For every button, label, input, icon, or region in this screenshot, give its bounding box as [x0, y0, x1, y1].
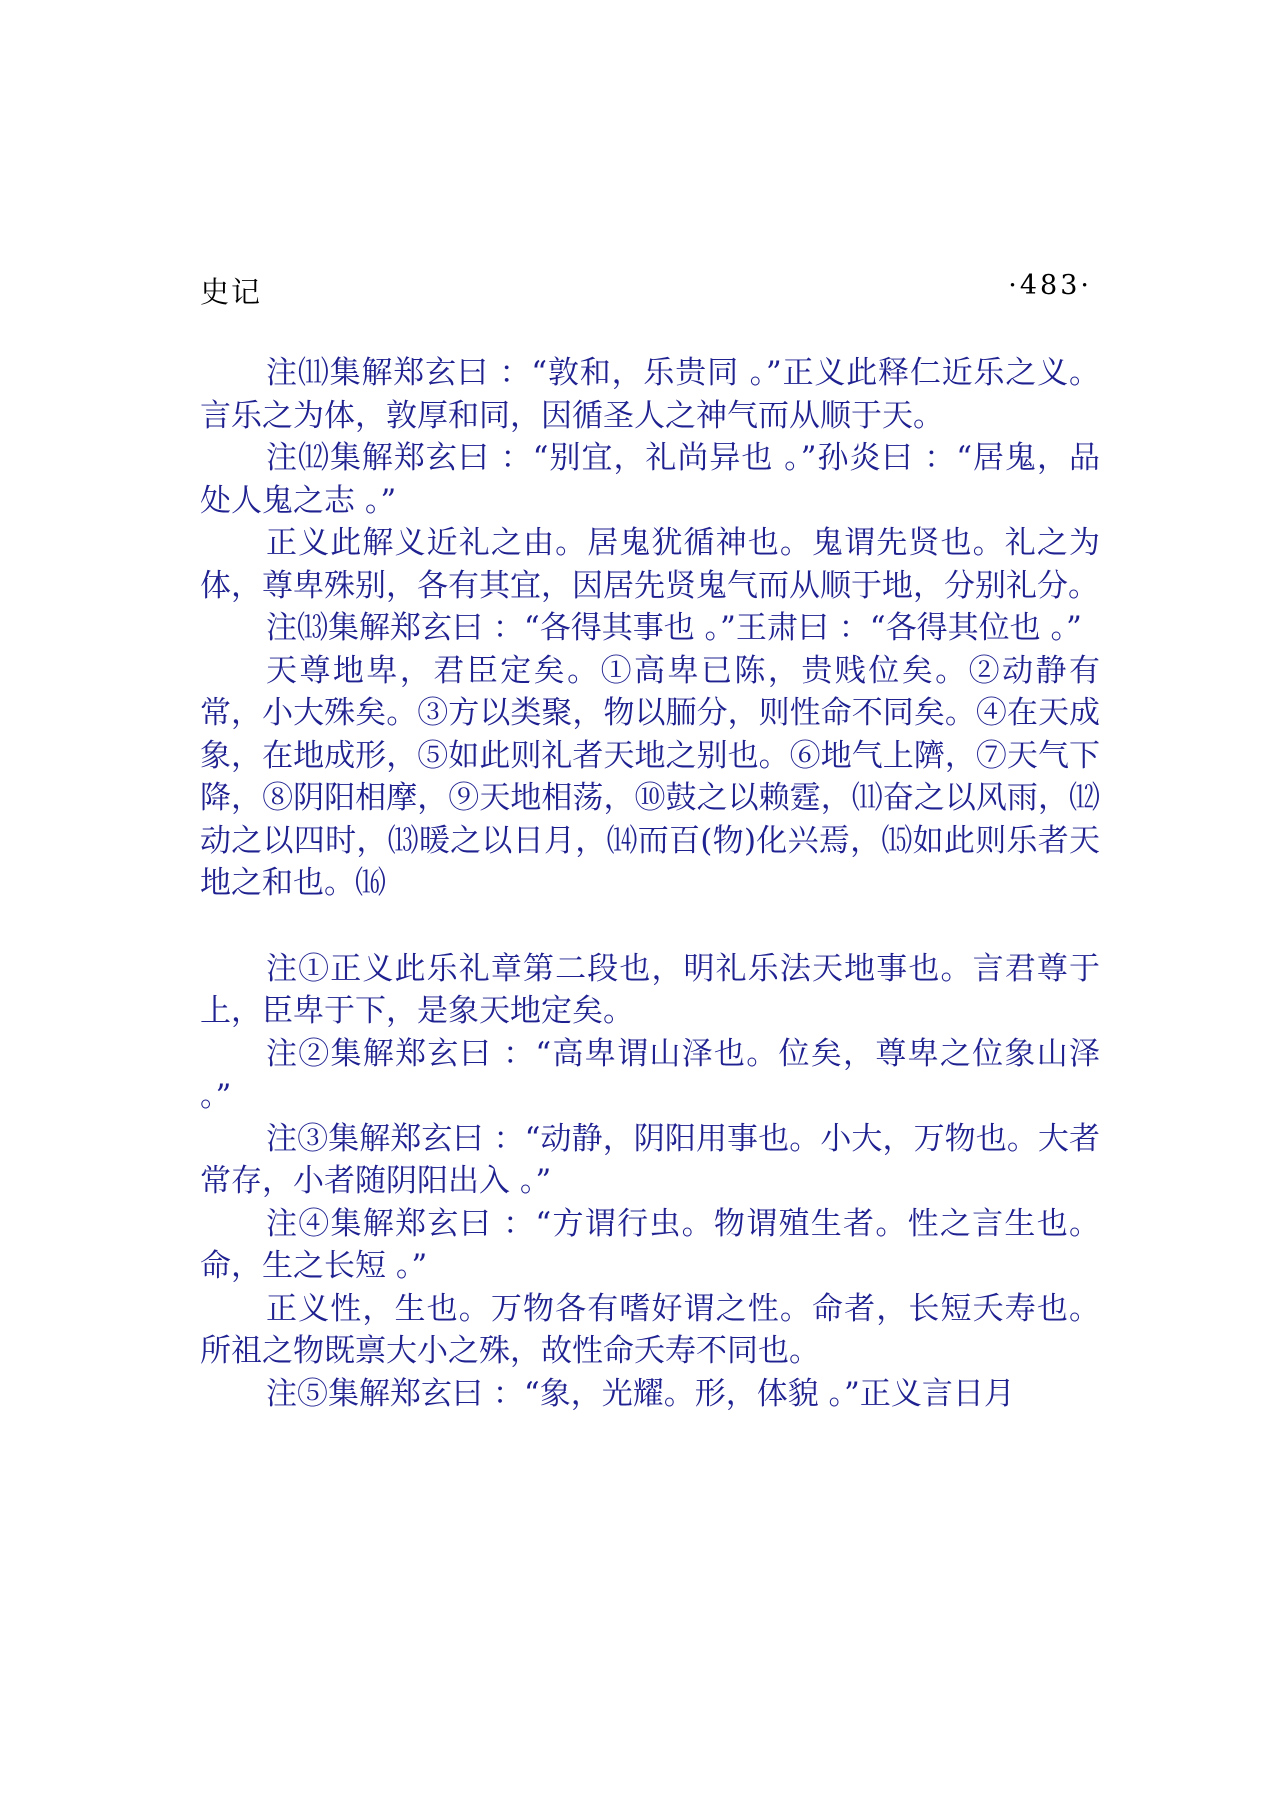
annotation-paragraph: 注⒀集解郑玄曰 ：“各得其事也 。”王肃曰 ：“各得其位也 。” — [266, 610, 1082, 646]
annotation-paragraph: 正义此解义近礼之由。居鬼犹循神也。鬼谓先贤也。礼之为体，尊卑殊别，各有其宜，因居先贤鬼气而从顺于地，分别礼分。 — [200, 525, 1100, 604]
annotation-paragraph: 注⑾集解郑玄曰 ：“敦和，乐贵同 。”正义此释仁近乐之义。言乐之为体，敦厚和同，因循圣人之神气而从顺于天。 — [200, 355, 1100, 434]
book-title: 史记 — [200, 275, 263, 309]
section-gap — [200, 905, 1100, 948]
page-number: ·483· — [1008, 270, 1092, 301]
running-header — [200, 270, 1092, 310]
annotation-paragraph: 注⑿集解郑玄曰 ：“别宜，礼尚异也 。”孙炎曰 ：“居鬼，品处人鬼之志 。” — [200, 440, 1100, 519]
page-body — [200, 352, 1100, 1415]
annotation-paragraph: 注⑤集解郑玄曰 ：“象，光耀。形，体貌 。”正义言日月 — [266, 1375, 1015, 1412]
annotation-paragraph: 注④集解郑玄曰 ：“方谓行虫。物谓殖生者。性之言生也。命，生之长短 。” — [200, 1205, 1100, 1284]
annotation-paragraph: 注①正义此乐礼章第二段也，明礼乐法天地事也。言君尊于上，臣卑于下，是象天地定矣。 — [200, 950, 1100, 1029]
annotation-paragraph: 正义性，生也。万物各有嗜好谓之性。命者，长短夭寿也。所祖之物既禀大小之殊，故性命夭寿不同也。 — [200, 1290, 1100, 1369]
annotation-paragraph: 注②集解郑玄曰 ：“高卑谓山泽也。位矣，尊卑之位象山泽 。” — [200, 1035, 1100, 1114]
main-text-paragraph: 天尊地卑，君臣定矣。①高卑已陈，贵贱位矣。②动静有常，小大殊矣。③方以类聚，物以胹分，则性命不同矣。④在天成象，在地成形，⑤如此则礼者天地之别也。⑥地气上隮，⑦天气下降，⑧阴阳相摩，⑨天地相荡，⑩鼓之以赖霆，⑾奋之以风雨，⑿动之以四时，⒀暖之以日月，⒁而百(物)化兴焉，⒂如此则乐者天地之和也。⒃ — [200, 652, 1100, 901]
annotation-paragraph: 注③集解郑玄曰 ：“动静，阴阳用事也。小大，万物也。大者常存，小者随阴阳出入 。” — [200, 1120, 1100, 1199]
